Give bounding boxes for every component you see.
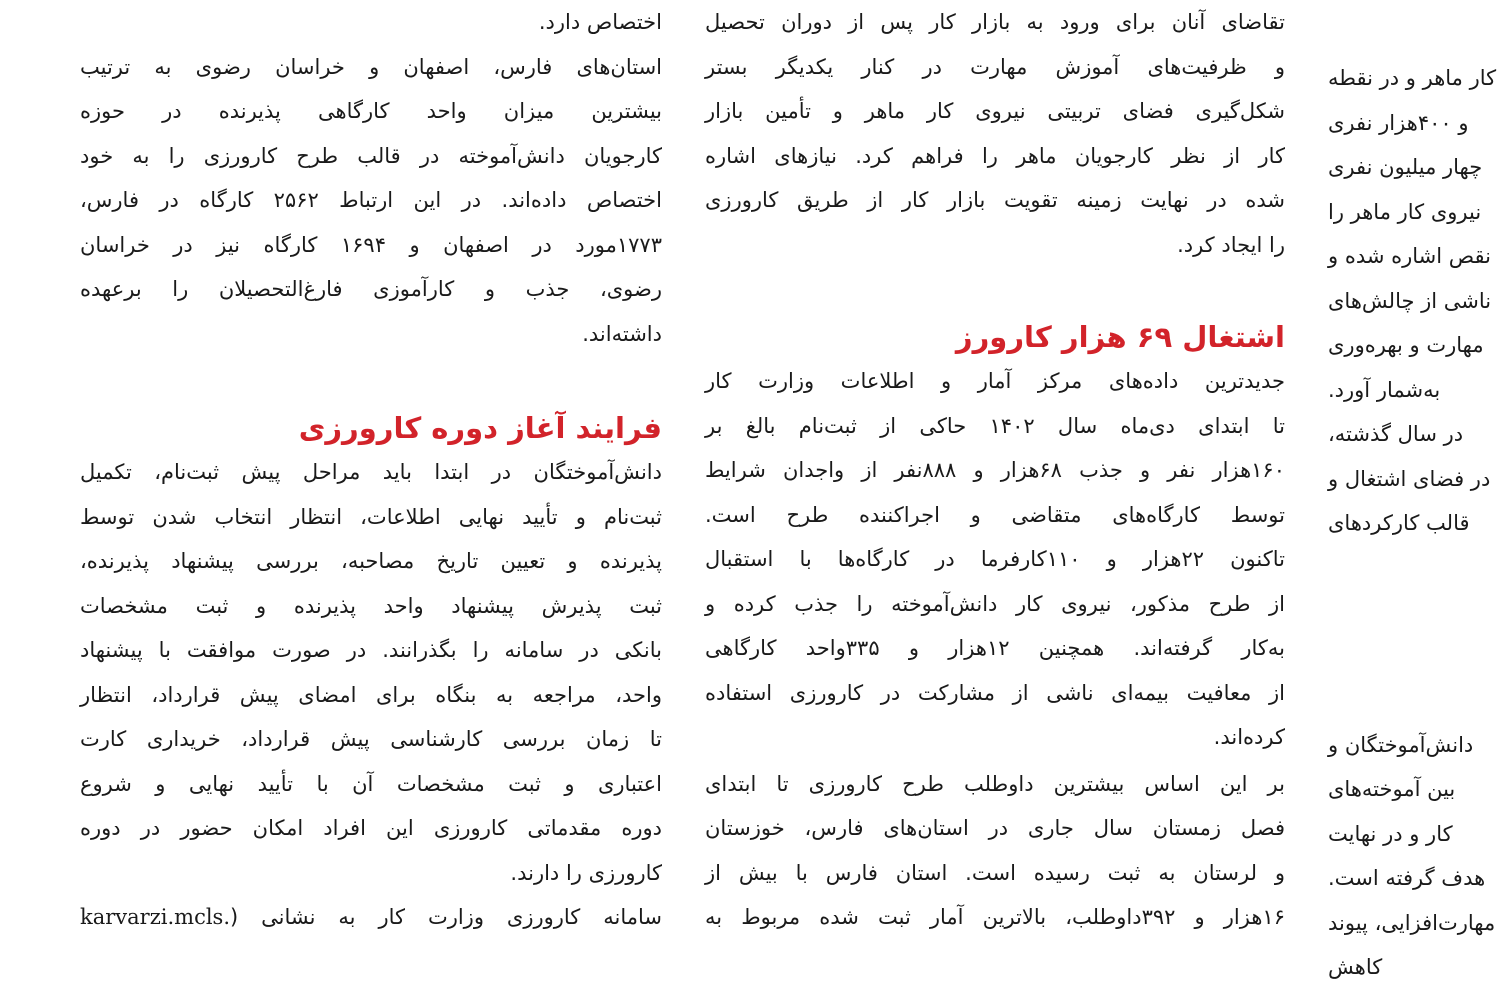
text-line: در فضای اشتغال و (1328, 466, 1491, 491)
text-line: تا ابتدای دی‌ماه سال ۱۴۰۲ حاکی از ثبت‌نام بالغ بر (705, 413, 1285, 438)
text-line: مهارت و بهره‌وری (1328, 333, 1484, 357)
text-line: کاهش (1328, 955, 1383, 979)
section-heading: اشتغال ۶۹ هزار کارورز (955, 320, 1285, 354)
text-line: مهارت‌افزایی، پیوند (1328, 910, 1496, 935)
text-line: ثبت پذیرش پیشنهاد واحد پذیرنده و ثبت مشخصات (80, 593, 662, 618)
text-line: فصل زمستان سال جاری در استان‌های فارس، خوزستان (705, 816, 1285, 840)
text-line: و لرستان به ثبت رسیده است. استان فارس با بیش از (705, 860, 1285, 885)
paragraph (705, 0, 1285, 267)
text-line: داشته‌اند. (582, 321, 662, 346)
text-line: را ایجاد کرد. (1177, 232, 1285, 257)
text-line: تاکنون ۲۲هزار و ۱۱۰کارفرما در کارگاه‌ها با استقبال (705, 547, 1285, 571)
text-line: شده در نهایت زمینه تقویت بازار کار از طریق کارورزی (705, 188, 1285, 212)
text-line: کرده‌اند. (1213, 725, 1285, 749)
text-line: بیشترین میزان واحد کارگاهی پذیرنده در حوزه (80, 99, 662, 123)
text-line: به‌کار گرفته‌اند. همچنین ۱۲هزار و ۳۳۵واحد کارگاهی (705, 636, 1285, 660)
text-line: پذیرنده و تعیین تاریخ مصاحبه، بررسی پیشنهاد پذیرنده، (80, 549, 662, 573)
text-line: قالب کارکردهای (1328, 511, 1470, 535)
text-line (80, 895, 662, 940)
text-line: کار ماهر و در نقطه (1328, 66, 1497, 90)
paragraph-text: سامانه کارورزی وزارت کار به نشانی ( (230, 905, 662, 929)
text-line: توسط کارگاه‌های متقاضی و اجراکننده طرح است. (705, 502, 1285, 527)
text-line: بانکی در سامانه را بگذرانند. در صورت موافقت با پیشنهاد (80, 638, 662, 662)
section-heading: فرایند آغاز دوره کارورزی (298, 411, 662, 445)
text-line: کارجویان دانش‌آموخته در قالب طرح کارورزی را به خود (80, 143, 662, 168)
text-line: کارورزی را دارند. (510, 860, 662, 885)
text-line: دانش‌آموختگان و (1328, 732, 1474, 757)
text-line: ناشی از چالش‌های (1328, 288, 1492, 313)
text-line: تا زمان بررسی کارشناسی پیش قرارداد، خریداری کارت (80, 727, 662, 751)
text-line: شکل‌گیری فضای تربیتی نیروی کار ماهر و تأمین بازار (705, 99, 1285, 123)
text-line: دوره مقدماتی کارورزی این افراد امکان حضور در دوره (80, 816, 662, 840)
text-line: و ظرفیت‌های آموزش مهارت در کنار یکدیگر بستر (705, 54, 1285, 79)
text-line: ۱۶۰هزار نفر و جذب ۶۸هزار و ۸۸۸نفر از واجدان شرایط (705, 458, 1285, 482)
text-line: اختصاص دارد. (538, 10, 662, 34)
text-line: و ۴۰۰هزار نفری (1328, 110, 1469, 135)
text-line: رضوی، جذب و کارآموزی فارغ‌التحصیلان را برعهده (80, 277, 662, 301)
text-line: اعتباری و ثبت مشخصات آن با تأیید نهایی و شروع (80, 771, 662, 796)
paragraph (80, 450, 662, 895)
text-line: جدیدترین داده‌های مرکز آمار و اطلاعات وزارت کار (705, 369, 1285, 393)
website-link[interactable]: karvarzi.mcls. (80, 905, 231, 929)
text-line: در سال گذشته، (1328, 422, 1464, 446)
right-column (1328, 56, 1500, 979)
text-line: دانش‌آموختگان در ابتدا باید مراحل پیش ثبت‌نام، تکمیل (80, 460, 662, 484)
text-line: استان‌های فارس، اصفهان و خراسان رضوی به ترتیب (80, 54, 662, 79)
text-line: نقص اشاره شده و (1328, 244, 1491, 268)
text-line: کار و در نهایت (1328, 821, 1453, 846)
text-line: ۱۶هزار و ۳۹۲داوطلب، بالاترین آمار ثبت شده مربوط به (705, 905, 1285, 929)
text-line: ۱۷۷۳مورد در اصفهان و ۱۶۹۴ کارگاه نیز در خراسان (80, 232, 662, 257)
text-line: بین آموخته‌های (1328, 777, 1456, 801)
text-line: اختصاص داده‌اند. در این ارتباط ۲۵۶۲ کارگاه در فارس، (80, 188, 662, 212)
text-line: از معافیت بیمه‌ای ناشی از مشارکت در کارورزی استفاده (705, 680, 1285, 705)
paragraph (80, 0, 662, 356)
left-column (80, 0, 662, 929)
text-line: بر این اساس بیشترین داوطلب طرح کارورزی تا ابتدای (705, 771, 1285, 796)
text-line: ثبت‌نام و تأیید نهایی اطلاعات، انتظار انتخاب شدن توسط (80, 504, 662, 529)
text-line: تقاضای آنان برای ورود به بازار کار پس از دوران تحصیل (705, 10, 1285, 34)
text-line: واحد، مراجعه به بنگاه برای امضای پیش قرارداد، انتظار (80, 682, 662, 707)
text-line: نیروی کار ماهر را (1328, 199, 1482, 224)
middle-column (705, 0, 1285, 929)
text-line: از طرح مذکور، نیروی کار دانش‌آموخته را جذب کرده و (705, 591, 1285, 616)
paragraph (705, 762, 1285, 940)
text-line: چهار میلیون نفری (1328, 155, 1483, 179)
paragraph (705, 359, 1285, 760)
text-line: به‌شمار آورد. (1328, 377, 1441, 402)
text-line: کار از نظر کارجویان ماهر را فراهم کرد. نیازهای اشاره (705, 143, 1285, 168)
text-line: هدف گرفته است. (1328, 866, 1486, 890)
